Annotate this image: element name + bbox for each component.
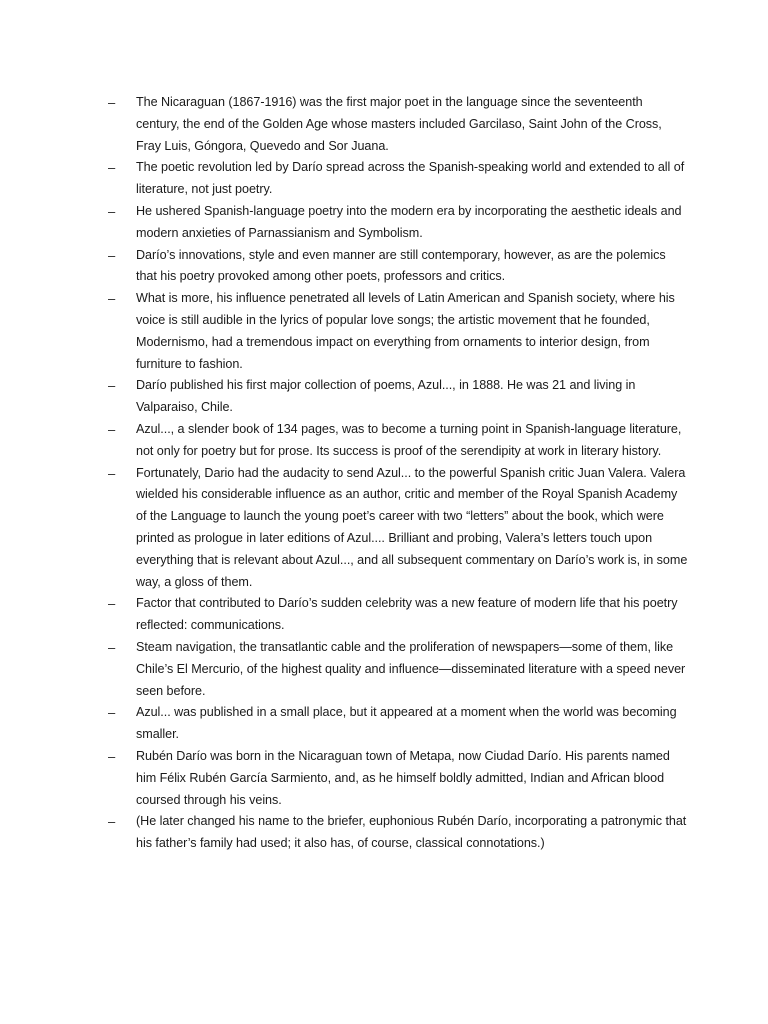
list-item: [108, 288, 688, 375]
list-item: [108, 637, 688, 702]
dash-bullet: –: [108, 705, 116, 721]
list-item-text: Steam navigation, the transatlantic cable and the proliferation of newspapers—some of them, like Chile’s El Mercurio, of the highest quality and influence—disseminated literature with a speed never seen before.: [136, 639, 686, 698]
dash-bullet: –: [108, 160, 116, 176]
dash-bullet: –: [108, 421, 116, 437]
list-item: [108, 157, 688, 201]
list-item-text: Factor that contributed to Darío’s sudden celebrity was a new feature of modern life that his poetry reflected: communications.: [136, 596, 678, 633]
list-item: [108, 375, 688, 419]
list-item-text: Darío published his first major collection of poems, Azul..., in 1888. He was 21 and living in Valparaiso, Chile.: [136, 378, 636, 415]
dash-bullet: –: [108, 465, 116, 481]
dash-bullet: –: [108, 291, 116, 307]
dash-bullet: –: [108, 247, 116, 263]
dash-bullet: –: [108, 748, 116, 764]
list-item: [108, 201, 688, 245]
list-item: [108, 92, 688, 157]
list-item-text: Azul... was published in a small place, but it appeared at a moment when the world was becoming smaller.: [136, 705, 677, 742]
dash-bullet: –: [108, 378, 116, 394]
list-item: [108, 746, 688, 811]
list-item-text: Fortunately, Dario had the audacity to send Azul... to the powerful Spanish critic Juan Valera. Valera wielded his considerable influence as an author, critic and member of the Royal Spanish Academy of the Language to launch the young poet’s career with two “letters” about the book, which were printed as prologue in later editions of Azul.... Brilliant and probing, Valera’s letters touch upon everything that is relevant about Azul..., and all subsequent commentary on Darío’s work is, in some way, a gloss of them.: [136, 465, 688, 589]
bullet-list: [108, 92, 688, 855]
list-item: [108, 245, 688, 289]
list-item-text: Rubén Darío was born in the Nicaraguan town of Metapa, now Ciudad Darío. His parents named him Félix Rubén García Sarmiento, and, as he himself boldly admitted, Indian and African blood coursed through his veins.: [136, 748, 670, 807]
list-item-text: The poetic revolution led by Darío spread across the Spanish-speaking world and extended to all of literature, not just poetry.: [136, 160, 685, 197]
list-item: [108, 811, 688, 855]
list-item: [108, 463, 688, 594]
list-item-text: He ushered Spanish-language poetry into the modern era by incorporating the aesthetic ideals and modern anxieties of Parnassianism and Symbolism.: [136, 203, 682, 240]
list-item: [108, 419, 688, 463]
dash-bullet: –: [108, 596, 116, 612]
list-item-text: What is more, his influence penetrated all levels of Latin American and Spanish society, where his voice is still audible in the lyrics of popular love songs; the artistic movement that he founded, Modernismo, had a tremendous impact on everything from ornaments to interior design, from furniture to fashion.: [136, 291, 675, 371]
dash-bullet: –: [108, 639, 116, 655]
dash-bullet: –: [108, 203, 116, 219]
list-item: [108, 702, 688, 746]
dash-bullet: –: [108, 814, 116, 830]
list-item-text: (He later changed his name to the briefer, euphonious Rubén Darío, incorporating a patronymic that his father’s family had used; it also has, of course, classical connotations.): [136, 814, 687, 851]
list-item: [108, 593, 688, 637]
list-item-text: The Nicaraguan (1867-1916) was the first major poet in the language since the seventeenth century, the end of the Golden Age whose masters included Garcilaso, Saint John of the Cross, Fray Luis, Góngora, Quevedo and Sor Juana.: [136, 95, 662, 153]
dash-bullet: –: [108, 95, 116, 110]
list-item-text: Azul..., a slender book of 134 pages, was to become a turning point in Spanish-language literature, not only for poetry but for prose. Its success is proof of the serendipity at work in literary history.: [136, 421, 682, 458]
list-item-text: Darío’s innovations, style and even manner are still contemporary, however, as are the polemics that his poetry provoked among other poets, professors and critics.: [136, 247, 666, 284]
